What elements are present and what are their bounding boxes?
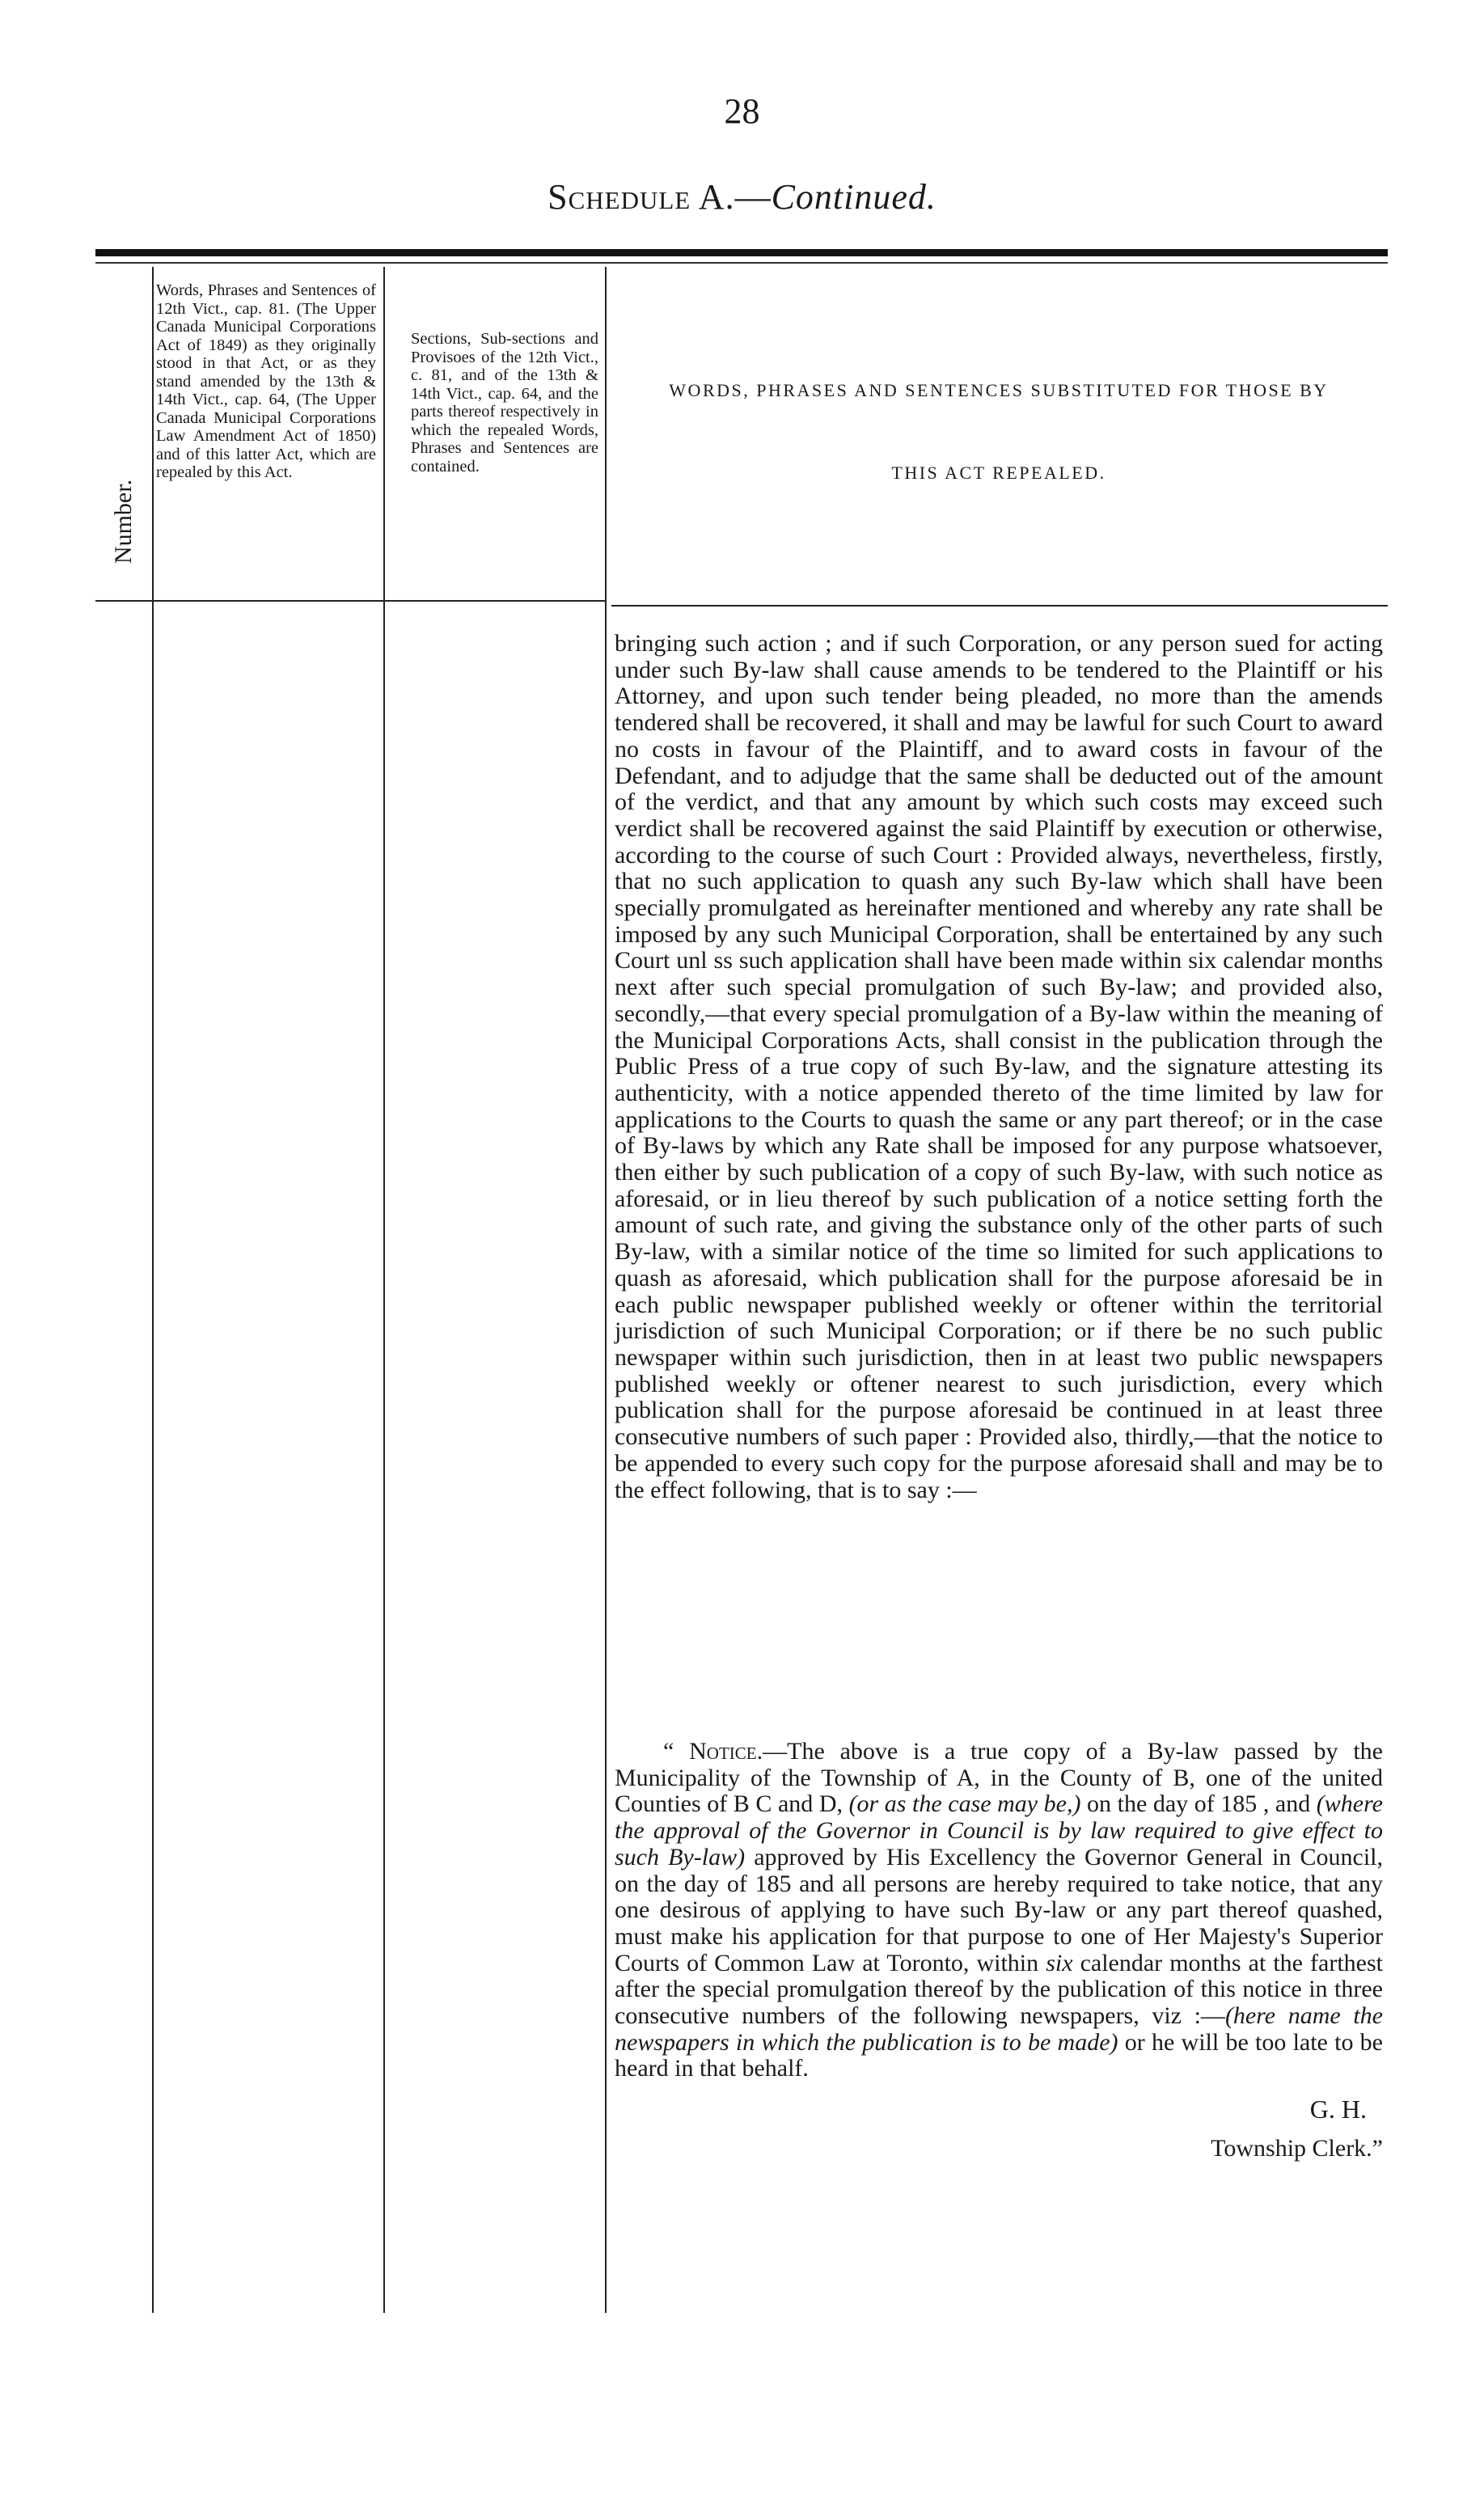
signature-initials: G. H. [1309, 2095, 1367, 2124]
header-substituted-line1: WORDS, PHRASES AND SENTENCES SUBSTITUTED FOR THOSE BY [669, 380, 1329, 400]
page-number: 28 [724, 91, 760, 131]
title-small-caps: Schedule [548, 177, 691, 217]
substituted-text: bringing such action ; and if such Corporation, or any person sued for acting under such By-law shall cause amends to be tendered to the Plaintiff or his Attorney, and upon such tender being pleaded, no more than the amends tendered shall be recovered, it shall and may be lawful for such Court to award no costs in favour of the Plaintiff, and to award costs in favour of the Defendant, and to adjudge that the same shall be deducted out of the amount of the verdict, and that any amount by which such costs may exceed such verdict shall be recovered against the said Plaintiff by execution or otherwise, according to the course of such Court : Provided always, nevertheless, firstly, that no such application to quash any such By-law which shall have been specially promulgated as hereinafter mentioned and whereby any rate shall be imposed by any such Municipal Corporation, shall be entertained by any such Court unl ss such application shall have been made within six calendar months next after such special promulgation of such By-law; and provided also, secondly,—that every special promulgation of a By-law within the meaning of the Municipal Corporations Acts, shall consist in the publication through the Public Press of a true copy of such By-law, and the signature attesting its authenticity, with a notice appended thereto of the time limited by law for applications to the Courts to quash the same or any part thereof; or in the case of By-laws by which any Rate shall be imposed for any purpose whatsoever, then either by such publication of a copy of such By-law, with such notice as aforesaid, or in lieu thereof by such publication of a notice setting forth the amount of such rate, and giving the substance only of the other parts of such By-law, with a similar notice of the time so limited for such applications to quash as aforesaid, which publication shall for the purpose aforesaid be in each public newspaper published weekly or oftener within the territorial jurisdiction of such Municipal Corporation; or if there be no such public newspaper within such jurisdiction, then in at least two public newspapers published weekly or oftener nearest to such jurisdiction, every which publication shall for the purpose aforesaid be continued in at least three consecutive numbers of such paper : Provided also, thirdly,—that the notice to be appended to every such copy for the purpose aforesaid shall and may be to the effect following, that is to say :— [615, 630, 1383, 1503]
column-divider-3 [605, 267, 607, 2313]
notice-paragraph [615, 1739, 1383, 2082]
title-letter: A.— [691, 177, 772, 217]
header-number-label: Number. [110, 479, 137, 564]
notice-heading: Notice [689, 1738, 757, 1765]
header-rule-thin [95, 262, 1388, 264]
header-bottom-rule-2 [383, 600, 605, 602]
notice-text-b: on the day of 185 , and [1080, 1790, 1317, 1818]
schedule-title [0, 176, 1484, 218]
notice-italic-2: (where the approval of the Governor in Council is by law required to give effect to such By-law) [615, 1790, 1383, 1870]
notice-italic-3: six [1046, 1949, 1073, 1976]
notice-text-d: calendar months at the farthest after the special promulgation thereof by the publication of this notice in three consecutive numbers of the following newspapers, viz :— [615, 1949, 1383, 2030]
notice-open-quote: “ [663, 1738, 690, 1765]
notice-italic-4: (here name the newspapers in which the publication is to be made) [615, 2002, 1383, 2056]
column-divider-1 [152, 267, 154, 2313]
header-sections: Sections, Sub-sections and Provisoes of the 12th Vict., c. 81, and of the 13th & 14th Vict., cap. 64, and the parts thereof respectively in which the repealed Words, Phrases and Sentences are contained. [411, 330, 598, 476]
header-bottom-rule-3 [611, 605, 1388, 607]
header-substituted-line2: THIS ACT REPEALED. [891, 463, 1106, 483]
notice-text-c: approved by His Excellency the Governor General in Council, on the day of 185 and all persons are hereby required to take notice, that any one desirous of applying to have such By-law or any part thereof quashed, must make his application for that purpose to one of Her Majesty's Superior Courts of Common Law at Toronto, within [615, 1843, 1383, 1976]
notice-text-a: .—The above is a true copy of a By-law passed by the Municipality of the Township of A, in the County of B, one of the united Counties of B C and D, [615, 1738, 1383, 1818]
header-rule-thick [95, 249, 1388, 256]
header-bottom-rule-1 [95, 600, 383, 602]
signature-title: Township Clerk.” [1211, 2135, 1383, 2162]
header-repealed-words: Words, Phrases and Sentences of 12th Vict., cap. 81. (The Upper Canada Municipal Corporations Act of 1849) as they originally stood in that Act, or as they stand amended by the 13th & 14th Vict., cap. 64, (The Upper Canada Municipal Corporations Law Amendment Act of 1850) and of this latter Act, which are repealed by this Act. [156, 281, 376, 481]
notice-italic-1: (or as the case may be,) [848, 1790, 1081, 1818]
column-divider-2 [383, 267, 385, 2313]
header-number [95, 453, 152, 590]
title-continued: Continued. [771, 177, 936, 217]
notice-text-e: or he will be too late to be heard in that behalf. [615, 2028, 1383, 2082]
